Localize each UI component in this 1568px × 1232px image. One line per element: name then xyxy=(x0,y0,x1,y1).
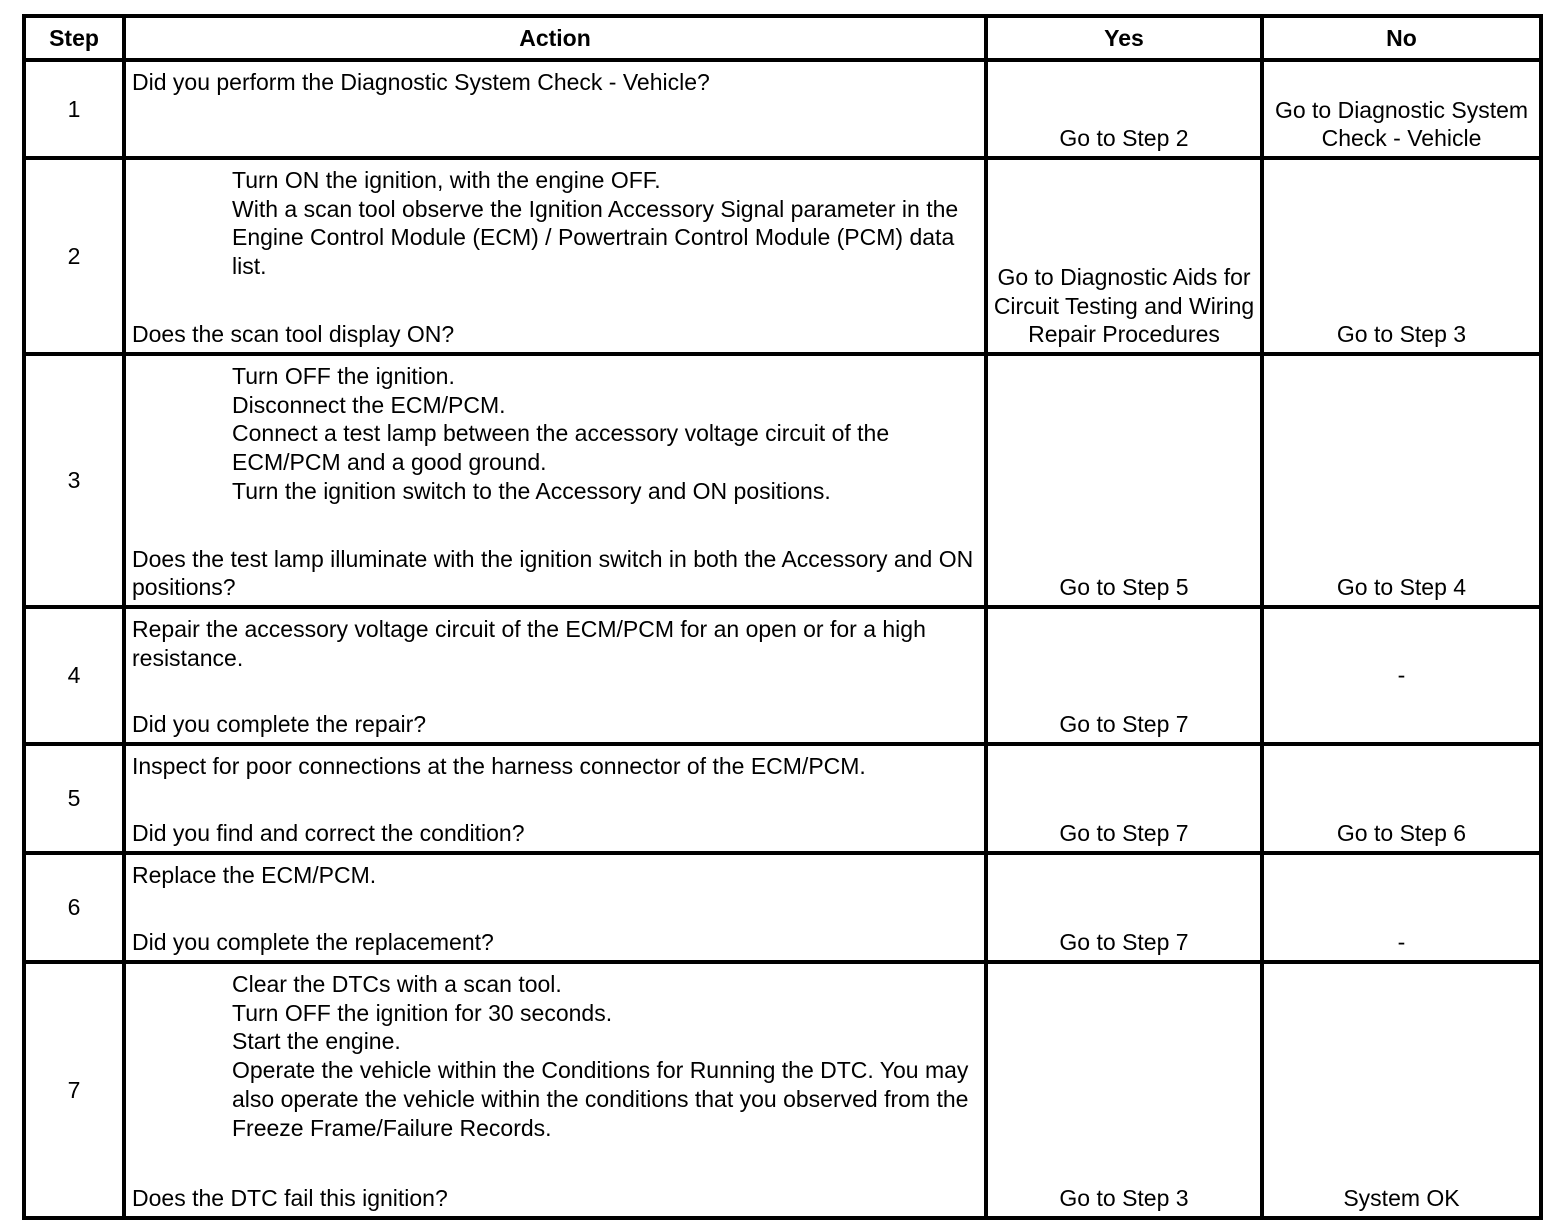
yes-result: Go to Step 3 xyxy=(986,962,1262,1218)
action-step-item: Turn OFF the ignition for 30 seconds. xyxy=(232,999,613,1026)
action-text: Replace the ECM/PCM. xyxy=(132,862,377,888)
table-row xyxy=(24,354,1541,607)
action-question: Does the test lamp illuminate with the ignition switch in both the Accessory and ON positions? xyxy=(132,545,974,601)
no-result: Go to Step 6 xyxy=(1262,744,1541,853)
table-body xyxy=(24,60,1541,1218)
action-cell xyxy=(124,60,986,158)
action-step-item: Turn the ignition switch to the Accessory and ON positions. xyxy=(232,477,831,504)
header-step: Step xyxy=(24,16,124,60)
no-result: - xyxy=(1262,853,1541,962)
table-row xyxy=(24,158,1541,354)
action-cell xyxy=(124,607,986,744)
header-no: No xyxy=(1262,16,1541,60)
action-steps xyxy=(132,362,980,506)
action-question: Did you complete the replacement? xyxy=(132,929,494,956)
action-steps xyxy=(132,166,980,281)
yes-result: Go to Diagnostic Aids for Circuit Testing and Wiring Repair Procedures xyxy=(986,158,1262,354)
diagnostic-table xyxy=(22,14,1543,1220)
table-row xyxy=(24,60,1541,158)
action-steps xyxy=(132,970,980,1142)
yes-result: Go to Step 2 xyxy=(986,60,1262,158)
action-step-item: Turn OFF the ignition. xyxy=(232,363,455,389)
action-cell xyxy=(124,853,986,962)
action-cell xyxy=(124,354,986,607)
action-question: Did you complete the repair? xyxy=(132,711,427,738)
yes-result: Go to Step 7 xyxy=(986,853,1262,962)
step-number: 3 xyxy=(24,354,124,607)
no-result: Go to Diagnostic System Check - Vehicle xyxy=(1262,60,1541,158)
yes-result: Go to Step 5 xyxy=(986,354,1262,607)
action-question: Does the DTC fail this ignition? xyxy=(132,1185,448,1212)
action-cell xyxy=(124,962,986,1218)
step-number: 4 xyxy=(24,607,124,744)
action-step-item: Start the engine. xyxy=(232,1028,401,1055)
header-yes: Yes xyxy=(986,16,1262,60)
action-text: Repair the accessory voltage circuit of the ECM/PCM for an open or for a high resistance. xyxy=(132,616,926,671)
step-number: 5 xyxy=(24,744,124,853)
action-question: Does the scan tool display ON? xyxy=(132,321,455,348)
step-number: 6 xyxy=(24,853,124,962)
action-step-item: Operate the vehicle within the Conditions for Running the DTC. You may also operate the vehicle within the conditions that you observed from the Freeze Frame/Failure Records. xyxy=(232,1057,969,1141)
action-step-item: With a scan tool observe the Ignition Accessory Signal parameter in the Engine Control Module (ECM) / Powertrain Control Module (PCM) data list. xyxy=(232,195,959,280)
no-result: - xyxy=(1262,607,1541,744)
no-result: Go to Step 3 xyxy=(1262,158,1541,354)
action-step-item: Connect a test lamp between the accessory voltage circuit of the ECM/PCM and a good ground. xyxy=(232,420,890,476)
action-step-item: Disconnect the ECM/PCM. xyxy=(232,391,506,418)
table-row xyxy=(24,962,1541,1218)
yes-result: Go to Step 7 xyxy=(986,744,1262,853)
step-number: 7 xyxy=(24,962,124,1218)
action-text: Did you perform the Diagnostic System Check - Vehicle? xyxy=(132,69,710,95)
action-cell xyxy=(124,158,986,354)
no-result: Go to Step 4 xyxy=(1262,354,1541,607)
yes-result: Go to Step 7 xyxy=(986,607,1262,744)
action-question: Did you find and correct the condition? xyxy=(132,820,525,847)
action-text: Inspect for poor connections at the harness connector of the ECM/PCM. xyxy=(132,753,866,779)
table-row xyxy=(24,607,1541,744)
action-cell xyxy=(124,744,986,853)
header-row xyxy=(24,16,1541,60)
action-step-item: Turn ON the ignition, with the engine OFF. xyxy=(232,167,661,193)
action-step-item: Clear the DTCs with a scan tool. xyxy=(232,971,562,997)
table-row xyxy=(24,853,1541,962)
no-result: System OK xyxy=(1262,962,1541,1218)
header-action: Action xyxy=(124,16,986,60)
step-number: 1 xyxy=(24,60,124,158)
step-number: 2 xyxy=(24,158,124,354)
table-row xyxy=(24,744,1541,853)
